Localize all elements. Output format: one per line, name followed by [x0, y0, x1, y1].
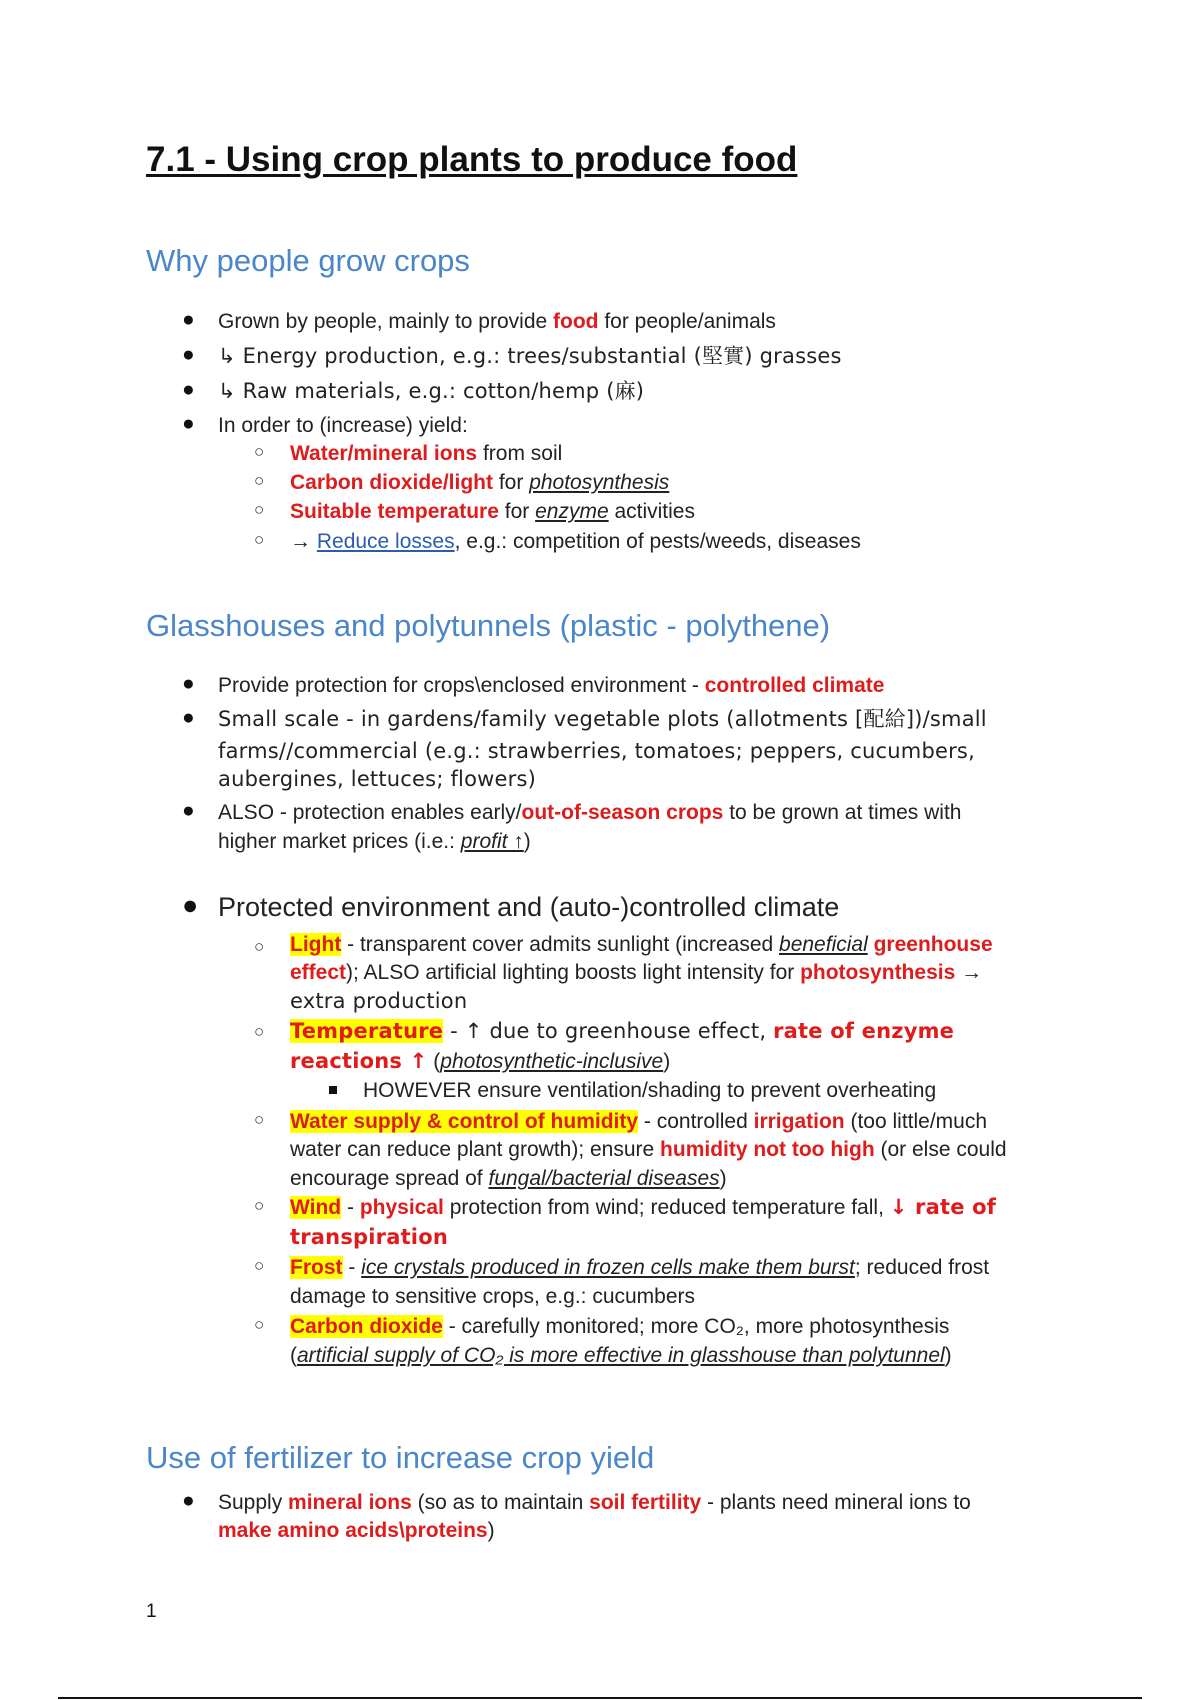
- bullet-icon: ●: [182, 378, 195, 401]
- highlight-text: irrigation: [753, 1110, 845, 1133]
- sub-bullet-icon: ○: [254, 500, 265, 519]
- text: →: [955, 961, 983, 984]
- highlight-text: soil fertility: [589, 1491, 702, 1514]
- sub-bullet-icon: ○: [254, 1315, 265, 1334]
- text: (: [290, 1344, 297, 1367]
- highlight-text: rate of enzyme: [773, 1019, 955, 1043]
- arrow-text: →: [290, 530, 317, 553]
- text: (or else could: [874, 1138, 1007, 1161]
- sub-bullet-icon: ○: [254, 1196, 265, 1215]
- page-title: 7.1 - Using crop plants to produce food: [146, 140, 798, 179]
- highlight-text: Suitable temperature: [290, 500, 499, 523]
- sub-bullet-icon: ○: [254, 530, 265, 549]
- list-item-continuation: farms//commercial (e.g.: strawberries, tomatoes; peppers, cucumbers,: [218, 739, 975, 763]
- highlighted-keyword: Light: [290, 933, 342, 956]
- highlight-text: food: [553, 310, 599, 333]
- text: water can reduce plant growth); ensure: [290, 1138, 661, 1161]
- sub-list-item-continuation: [290, 959, 982, 986]
- sub-bullet-icon: ○: [254, 442, 265, 461]
- bullet-icon: ●: [182, 799, 195, 822]
- list-item: In order to (increase) yield:: [218, 414, 468, 437]
- highlight-text: greenhouse: [873, 933, 993, 956]
- list-item: [218, 672, 884, 699]
- sub-list-item: [290, 498, 695, 525]
- section-heading-glasshouses: Glasshouses and polytunnels (plastic - polythene): [146, 608, 831, 643]
- text: , e.g.: competition of pests/weeds, diseases: [454, 530, 861, 553]
- text: for: [498, 500, 536, 523]
- bullet-icon: ●: [182, 308, 195, 331]
- text: to be grown at times with: [723, 801, 962, 824]
- sub-bullet-icon: ○: [254, 471, 265, 490]
- sub-list-item-light: [290, 931, 993, 958]
- sub-bullet-icon: ○: [254, 1110, 265, 1129]
- section-heading-why-grow-crops: Why people grow crops: [146, 243, 470, 278]
- sub-list-item-continuation: transpiration: [290, 1225, 448, 1249]
- sub-list-item-frost: [290, 1254, 989, 1281]
- underlined-text: beneficial: [779, 933, 868, 956]
- text: (so as to maintain: [411, 1491, 590, 1514]
- list-item-protected-environment: Protected environment and (auto-)controlled climate: [218, 892, 840, 922]
- highlight-text: effect: [290, 961, 347, 984]
- highlight-text: controlled climate: [704, 674, 885, 697]
- list-item: [218, 308, 776, 335]
- bullet-icon: ●: [182, 1489, 195, 1512]
- reduce-losses-link[interactable]: Reduce losses: [316, 530, 455, 553]
- text: higher market prices (i.e.:: [218, 830, 461, 853]
- highlight-text: out-of-season crops: [521, 801, 724, 824]
- text: - ↑ due to greenhouse effect,: [443, 1019, 774, 1043]
- text: (too little/much: [844, 1110, 988, 1133]
- underlined-text: photosynthetic-inclusive: [440, 1050, 664, 1073]
- text: activities: [608, 500, 695, 523]
- text: ): [663, 1050, 671, 1073]
- sub-list-item: [290, 440, 562, 467]
- highlight-text: humidity not too high: [660, 1138, 875, 1161]
- list-item: ↳ Energy production, e.g.: trees/substantial (堅實) grasses: [218, 344, 842, 368]
- sub-list-item-water: [290, 1108, 987, 1135]
- text: from soil: [477, 442, 563, 465]
- text: ): [487, 1519, 495, 1542]
- underlined-text: profit ↑: [460, 830, 524, 853]
- highlighted-keyword: Wind: [290, 1196, 342, 1219]
- sub-bullet-icon: ○: [254, 1022, 265, 1041]
- text: -: [342, 1256, 362, 1279]
- highlight-text: reactions ↑: [290, 1049, 428, 1073]
- highlight-text: physical: [359, 1196, 444, 1219]
- text: (: [427, 1050, 441, 1073]
- text: ; reduced frost: [854, 1256, 990, 1279]
- sub-list-item: [290, 528, 861, 555]
- sub-bullet-icon: ○: [254, 937, 265, 956]
- bullet-icon: ●: [182, 412, 195, 435]
- highlighted-keyword: Frost: [290, 1256, 343, 1279]
- list-item-continuation: [218, 1517, 495, 1544]
- list-item: ↳ Raw materials, e.g.: cotton/hemp (麻): [218, 379, 645, 403]
- list-item-continuation: aubergines, lettuces; flowers): [218, 767, 537, 791]
- underlined-text: fungal/bacterial diseases: [488, 1167, 720, 1190]
- highlight-text: make amino acids\proteins: [218, 1519, 488, 1542]
- text: ALSO - protection enables early/: [218, 801, 522, 824]
- text: ): [944, 1344, 952, 1367]
- highlight-text: ↓ rate of: [889, 1195, 997, 1219]
- sub-list-item-continuation: [290, 1136, 1007, 1163]
- underlined-text: ice crystals produced in frozen cells make them burst: [361, 1256, 855, 1279]
- sub-list-item-carbon-dioxide: [290, 1313, 949, 1340]
- bullet-icon: ●: [182, 706, 195, 729]
- highlight-text: photosynthesis: [800, 961, 956, 984]
- text: -: [341, 1196, 360, 1219]
- text: ): [523, 830, 531, 853]
- text: ): [719, 1167, 727, 1190]
- highlight-text: Water/mineral ions: [290, 442, 478, 465]
- highlight-text: mineral ions: [288, 1491, 412, 1514]
- text: - controlled: [638, 1110, 754, 1133]
- page-number: 1: [146, 1601, 157, 1622]
- square-bullet-icon: [329, 1086, 337, 1094]
- underlined-text: enzyme: [535, 500, 609, 523]
- sub-list-item-continuation: [290, 1048, 670, 1075]
- bullet-icon: ●: [182, 343, 195, 366]
- footer-divider: [58, 1697, 1142, 1699]
- list-item: Small scale - in gardens/family vegetable plots (allotments [配給])/small: [218, 707, 987, 731]
- highlight-text: Carbon dioxide/light: [290, 471, 493, 494]
- sub-list-item-continuation: extra production: [290, 989, 468, 1013]
- sub-sub-list-item: HOWEVER ensure ventilation/shading to prevent overheating: [363, 1079, 937, 1102]
- underlined-text: artificial supply of CO₂ is more effective in glasshouse than polytunnel: [297, 1344, 945, 1367]
- text: - carefully monitored; more CO₂, more photosynthesis: [442, 1315, 950, 1338]
- text: - plants need mineral ions to: [701, 1491, 971, 1514]
- sub-list-item-continuation: [290, 1342, 952, 1369]
- sub-list-item-continuation: damage to sensitive crops, e.g.: cucumbers: [290, 1285, 696, 1308]
- bullet-icon: ●: [182, 890, 199, 920]
- sub-list-item-wind: [290, 1194, 996, 1221]
- list-item-continuation: [218, 828, 531, 855]
- section-heading-fertilizer: Use of fertilizer to increase crop yield: [146, 1440, 655, 1475]
- text: for people/animals: [598, 310, 776, 333]
- text: Supply: [218, 1491, 289, 1514]
- sub-list-item-temperature: [290, 1018, 954, 1045]
- highlighted-keyword: Carbon dioxide: [290, 1315, 443, 1338]
- text: ); ALSO artificial lighting boosts light intensity for: [346, 961, 801, 984]
- text: - transparent cover admits sunlight (increased: [341, 933, 780, 956]
- text: Grown by people, mainly to provide: [218, 310, 554, 333]
- text: encourage spread of: [290, 1167, 489, 1190]
- list-item: [218, 799, 961, 826]
- sub-bullet-icon: ○: [254, 1256, 265, 1275]
- bullet-icon: ●: [182, 672, 195, 695]
- highlighted-keyword: Water supply & control of humidity: [290, 1110, 639, 1133]
- text: for: [493, 471, 530, 494]
- list-item: [218, 1489, 971, 1516]
- text: protection from wind; reduced temperature fall,: [443, 1196, 890, 1219]
- text: Provide protection for crops\enclosed environment -: [218, 674, 705, 697]
- sub-list-item: [290, 469, 669, 496]
- highlighted-keyword: Temperature: [290, 1019, 444, 1043]
- sub-list-item-continuation: [290, 1165, 727, 1192]
- underlined-text: photosynthesis: [529, 471, 670, 494]
